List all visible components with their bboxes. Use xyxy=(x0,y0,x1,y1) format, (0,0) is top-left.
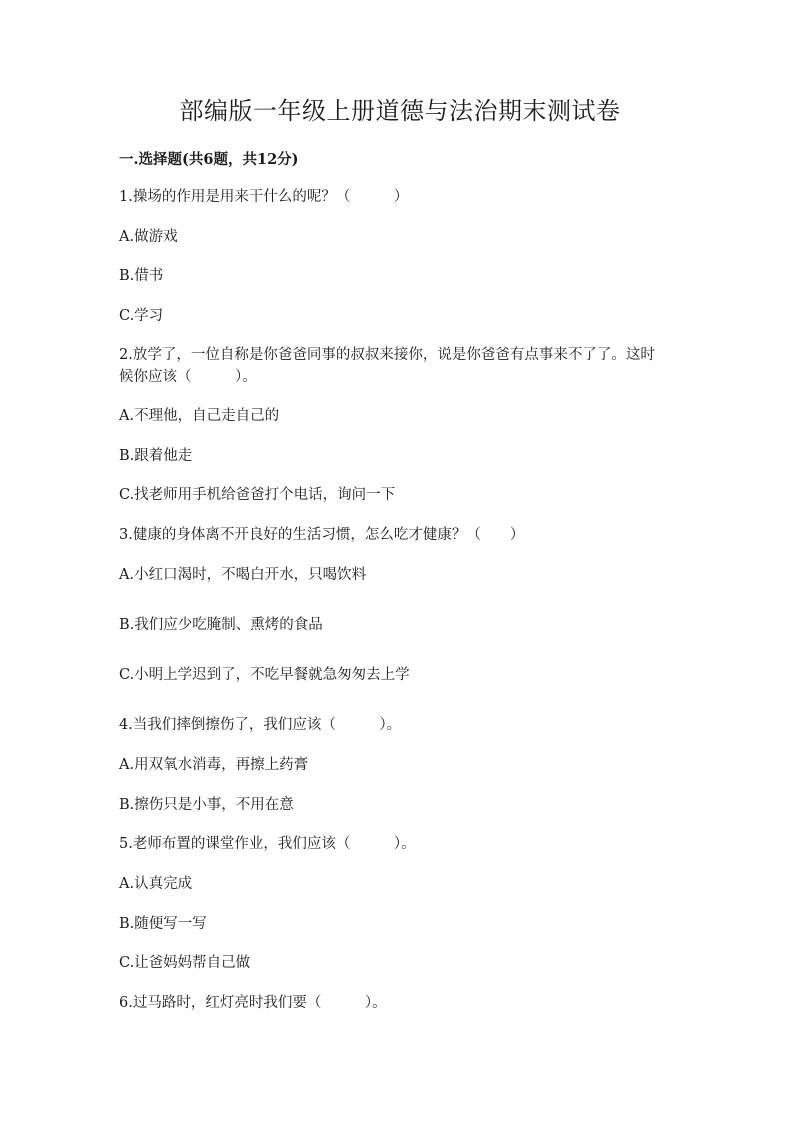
question-5-option-b: B.随便写一写 xyxy=(119,916,207,932)
question-2-option-c: C.找老师用手机给爸爸打个电话，询问一下 xyxy=(119,487,396,503)
question-3-stem: 3.健康的身体离不开良好的生活习惯，怎么吃才健康？（ ） xyxy=(119,527,525,543)
question-1-option-c: C.学习 xyxy=(119,308,164,324)
question-1-option-a: A.做游戏 xyxy=(119,229,178,245)
question-1-stem: 1.操场的作用是用来干什么的呢？（ ） xyxy=(119,189,409,205)
question-4-option-b: B.擦伤只是小事，不用在意 xyxy=(119,797,294,813)
question-5-option-c: C.让爸妈妈帮自己做 xyxy=(119,955,251,971)
question-4-stem: 4.当我们摔倒擦伤了，我们应该（ ）。 xyxy=(119,717,402,733)
question-1-option-b: B.借书 xyxy=(119,268,164,284)
question-2-stem: 2.放学了，一位自称是你爸爸同事的叔叔来接你，说是你爸爸有点事来不了了。这时候你应该（ ）。 xyxy=(119,347,655,385)
question-2-option-b: B.跟着他走 xyxy=(119,448,193,464)
question-5-stem: 5.老师布置的课堂作业，我们应该（ ）。 xyxy=(119,836,416,852)
question-3-option-b: B.我们应少吃腌制、熏烤的食品 xyxy=(119,617,323,633)
section-heading: 一.选择题(共6题，共12分) xyxy=(119,151,299,168)
exam-title: 部编版一年级上册道德与法治期末测试卷 xyxy=(179,97,621,125)
question-2-option-a: A.不理他，自己走自己的 xyxy=(119,408,280,424)
question-3-option-c: C.小明上学迟到了，不吃早餐就急匆匆去上学 xyxy=(119,667,410,683)
question-5-option-a: A.认真完成 xyxy=(119,876,193,892)
question-6-stem: 6.过马路时，红灯亮时我们要（ ）。 xyxy=(119,995,387,1011)
question-4-option-a: A.用双氧水消毒，再擦上药膏 xyxy=(119,757,309,773)
question-3-option-a: A.小红口渴时，不喝白开水，只喝饮料 xyxy=(119,567,367,583)
